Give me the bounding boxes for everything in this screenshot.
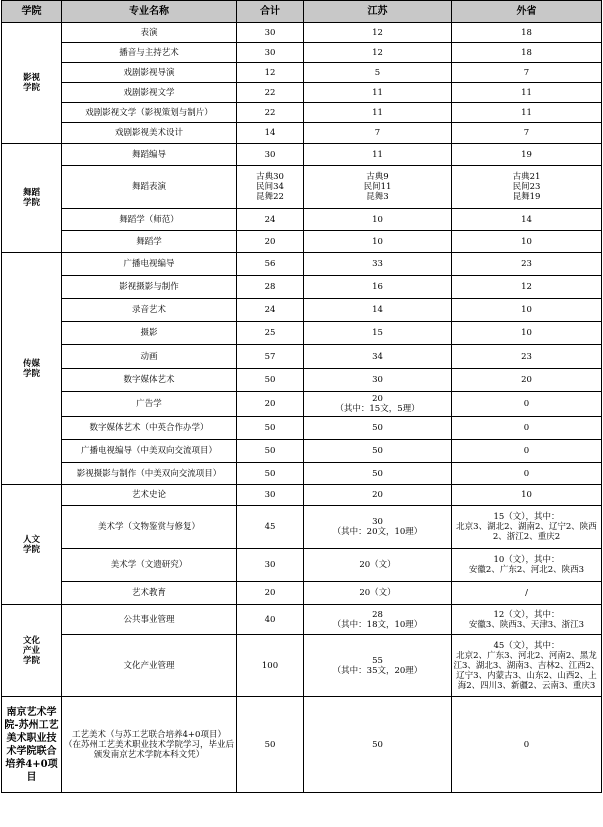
major-name: 公共事业管理 <box>62 605 237 635</box>
other-province-count: 23 <box>452 253 602 276</box>
major-name: 美术学（文物鉴赏与修复） <box>62 506 237 549</box>
major-name: 戏剧影视美术设计 <box>62 123 237 144</box>
total-count: 14 <box>237 123 304 144</box>
total-count: 30 <box>237 549 304 582</box>
major-name: 舞蹈学（师范） <box>62 209 237 231</box>
total-count: 24 <box>237 299 304 322</box>
total-count: 20 <box>237 582 304 605</box>
table-row <box>2 23 602 43</box>
jiangsu-count: 34 <box>304 345 452 369</box>
table-row <box>2 582 602 605</box>
total-count: 30 <box>237 23 304 43</box>
header-major: 专业名称 <box>62 1 237 23</box>
jiangsu-count: 50 <box>304 697 452 793</box>
college-name: 舞蹈 学院 <box>2 144 62 253</box>
jiangsu-count: 11 <box>304 83 452 103</box>
table-row <box>2 166 602 209</box>
total-count: 12 <box>237 63 304 83</box>
jiangsu-count: 10 <box>304 209 452 231</box>
total-count: 50 <box>237 697 304 793</box>
other-province-count: 0 <box>452 697 602 793</box>
total-count: 30 <box>237 43 304 63</box>
total-count: 古典30 民间34 昆舞22 <box>237 166 304 209</box>
other-province-count: 12（文），其中： 安徽3、陕西3、天津3、浙江3 <box>452 605 602 635</box>
other-province-count: 18 <box>452 23 602 43</box>
other-province-count: 10 <box>452 322 602 345</box>
total-count: 100 <box>237 635 304 697</box>
jiangsu-count: 16 <box>304 276 452 299</box>
table-body <box>2 23 602 793</box>
header-other-provinces: 外省 <box>452 1 602 23</box>
other-province-count: 0 <box>452 417 602 440</box>
other-province-count: 45（文），其中： 北京2、广东3、河北2、河南2、黑龙江3、湖北3、湖南3、吉林2、江西2、辽宁3、内蒙古3、山东2、山西2、上海2、四川3、新疆2、云南3、重庆3 <box>452 635 602 697</box>
jiangsu-count: 14 <box>304 299 452 322</box>
other-province-count: 7 <box>452 123 602 144</box>
jiangsu-count: 12 <box>304 23 452 43</box>
table-row <box>2 43 602 63</box>
jiangsu-count: 11 <box>304 103 452 123</box>
major-name: 戏剧影视文学（影视策划与制片） <box>62 103 237 123</box>
major-name: 美术学（文遗研究） <box>62 549 237 582</box>
jiangsu-count: 28 （其中：18文，10理） <box>304 605 452 635</box>
table-row <box>2 697 602 793</box>
other-province-count: 23 <box>452 345 602 369</box>
major-name: 播音与主持艺术 <box>62 43 237 63</box>
total-count: 40 <box>237 605 304 635</box>
jiangsu-count: 20（文） <box>304 582 452 605</box>
major-name: 工艺美术（与苏工艺联合培养4+0项目） （在苏州工艺美术职业技术学院学习，毕业后颁发南京艺术学院本科文凭） <box>62 697 237 793</box>
table-row <box>2 463 602 485</box>
table-header-row <box>2 1 602 23</box>
major-name: 广播电视编导 <box>62 253 237 276</box>
table-row <box>2 144 602 166</box>
major-name: 广告学 <box>62 392 237 417</box>
other-province-count: 20 <box>452 369 602 392</box>
enrollment-plan-table <box>1 0 602 793</box>
table-row <box>2 506 602 549</box>
header-total: 合计 <box>237 1 304 23</box>
college-name: 南京艺术学院-苏州工艺美术职业技术学院联合培养4+0项目 <box>2 697 62 793</box>
jiangsu-count: 50 <box>304 440 452 463</box>
jiangsu-count: 11 <box>304 144 452 166</box>
major-name: 舞蹈编导 <box>62 144 237 166</box>
jiangsu-count: 20 （其中：15文，5理） <box>304 392 452 417</box>
table-row <box>2 123 602 144</box>
total-count: 50 <box>237 369 304 392</box>
major-name: 戏剧影视导演 <box>62 63 237 83</box>
other-province-count: 10 <box>452 485 602 506</box>
major-name: 录音艺术 <box>62 299 237 322</box>
table-row <box>2 345 602 369</box>
major-name: 戏剧影视文学 <box>62 83 237 103</box>
college-name: 文化 产业 学院 <box>2 605 62 697</box>
jiangsu-count: 30 （其中：20文，10理） <box>304 506 452 549</box>
total-count: 30 <box>237 144 304 166</box>
other-province-count: / <box>452 582 602 605</box>
college-name: 影视 学院 <box>2 23 62 144</box>
jiangsu-count: 50 <box>304 463 452 485</box>
table-row <box>2 322 602 345</box>
other-province-count: 19 <box>452 144 602 166</box>
total-count: 57 <box>237 345 304 369</box>
jiangsu-count: 15 <box>304 322 452 345</box>
jiangsu-count: 55 （其中：35文，20理） <box>304 635 452 697</box>
jiangsu-count: 20 <box>304 485 452 506</box>
jiangsu-count: 5 <box>304 63 452 83</box>
major-name: 艺术史论 <box>62 485 237 506</box>
table-row <box>2 392 602 417</box>
other-province-count: 11 <box>452 103 602 123</box>
other-province-count: 古典21 民间23 昆舞19 <box>452 166 602 209</box>
total-count: 22 <box>237 103 304 123</box>
total-count: 25 <box>237 322 304 345</box>
total-count: 30 <box>237 485 304 506</box>
table-row <box>2 369 602 392</box>
total-count: 50 <box>237 463 304 485</box>
jiangsu-count: 33 <box>304 253 452 276</box>
other-province-count: 0 <box>452 392 602 417</box>
table-row <box>2 63 602 83</box>
total-count: 20 <box>237 231 304 253</box>
major-name: 影视摄影与制作 <box>62 276 237 299</box>
total-count: 24 <box>237 209 304 231</box>
other-province-count: 7 <box>452 63 602 83</box>
other-province-count: 15（文），其中： 北京3、湖北2、湖南2、辽宁2、陕西2、浙江2、重庆2 <box>452 506 602 549</box>
total-count: 22 <box>237 83 304 103</box>
major-name: 动画 <box>62 345 237 369</box>
table-row <box>2 231 602 253</box>
major-name: 数字媒体艺术 <box>62 369 237 392</box>
other-province-count: 14 <box>452 209 602 231</box>
jiangsu-count: 10 <box>304 231 452 253</box>
table-row <box>2 549 602 582</box>
major-name: 文化产业管理 <box>62 635 237 697</box>
table-row <box>2 417 602 440</box>
total-count: 56 <box>237 253 304 276</box>
table-row <box>2 635 602 697</box>
table-row <box>2 440 602 463</box>
major-name: 摄影 <box>62 322 237 345</box>
table-row <box>2 276 602 299</box>
other-province-count: 18 <box>452 43 602 63</box>
other-province-count: 0 <box>452 463 602 485</box>
total-count: 50 <box>237 417 304 440</box>
jiangsu-count: 7 <box>304 123 452 144</box>
college-name: 传媒 学院 <box>2 253 62 485</box>
major-name: 影视摄影与制作（中美双向交流项目） <box>62 463 237 485</box>
other-province-count: 10（文），其中： 安徽2、广东2、河北2、陕西3 <box>452 549 602 582</box>
table-row <box>2 103 602 123</box>
major-name: 表演 <box>62 23 237 43</box>
other-province-count: 10 <box>452 231 602 253</box>
table-row <box>2 253 602 276</box>
total-count: 50 <box>237 440 304 463</box>
table-row <box>2 485 602 506</box>
header-jiangsu: 江苏 <box>304 1 452 23</box>
table-row <box>2 209 602 231</box>
major-name: 广播电视编导（中美双向交流项目） <box>62 440 237 463</box>
college-name: 人文 学院 <box>2 485 62 605</box>
other-province-count: 11 <box>452 83 602 103</box>
other-province-count: 10 <box>452 299 602 322</box>
major-name: 舞蹈表演 <box>62 166 237 209</box>
table-row <box>2 83 602 103</box>
other-province-count: 0 <box>452 440 602 463</box>
total-count: 20 <box>237 392 304 417</box>
other-province-count: 12 <box>452 276 602 299</box>
jiangsu-count: 古典9 民间11 昆舞3 <box>304 166 452 209</box>
jiangsu-count: 50 <box>304 417 452 440</box>
jiangsu-count: 30 <box>304 369 452 392</box>
major-name: 艺术教育 <box>62 582 237 605</box>
table-row <box>2 299 602 322</box>
total-count: 45 <box>237 506 304 549</box>
jiangsu-count: 12 <box>304 43 452 63</box>
header-college: 学院 <box>2 1 62 23</box>
major-name: 数字媒体艺术（中英合作办学） <box>62 417 237 440</box>
major-name: 舞蹈学 <box>62 231 237 253</box>
table-row <box>2 605 602 635</box>
jiangsu-count: 20（文） <box>304 549 452 582</box>
total-count: 28 <box>237 276 304 299</box>
